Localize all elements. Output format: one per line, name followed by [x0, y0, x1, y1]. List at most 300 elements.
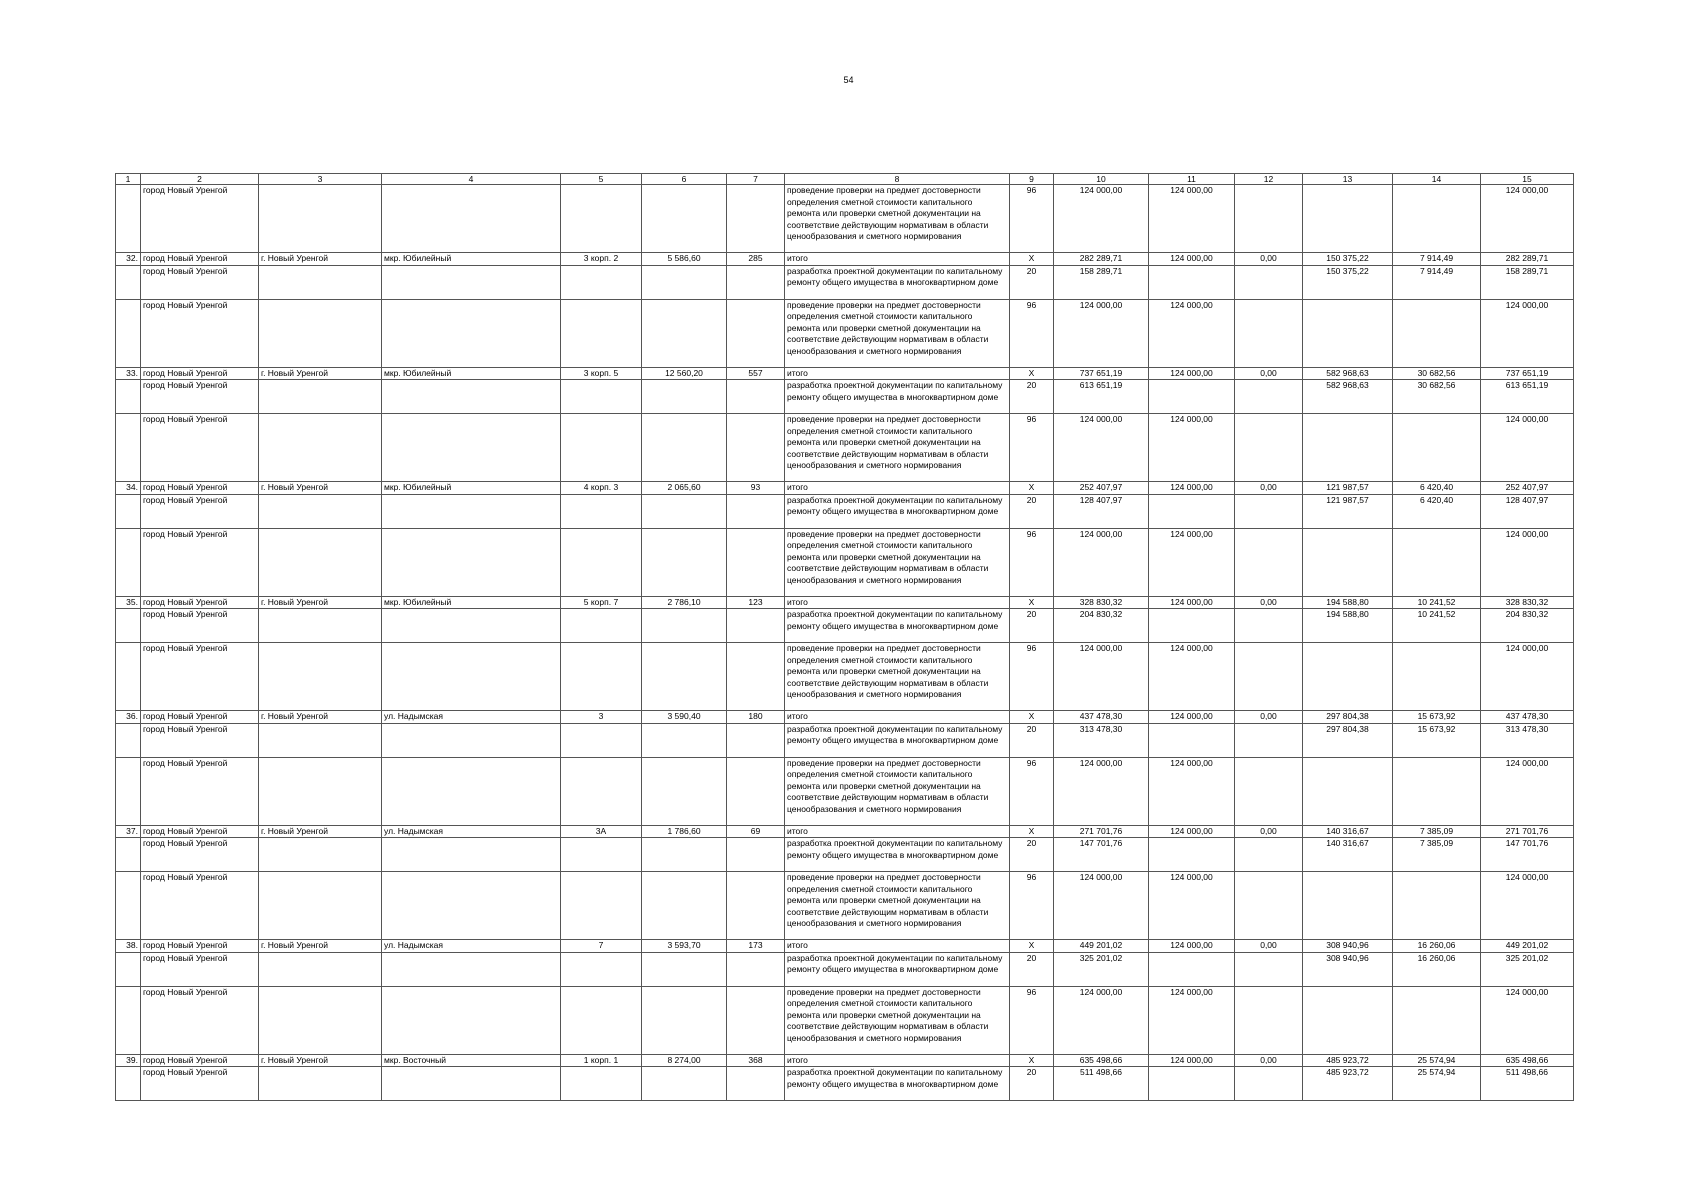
- cell-col-2: город Новый Уренгой: [141, 872, 259, 940]
- cell-col-5: 3: [561, 711, 642, 724]
- table-row-check: [116, 872, 1574, 940]
- cell-col-11: [1149, 609, 1235, 643]
- cell-col-1: [116, 265, 141, 299]
- cell-col-3: [259, 414, 382, 482]
- cell-col-11: 124 000,00: [1149, 482, 1235, 495]
- cell-col-3: [259, 299, 382, 367]
- cell-col-2: город Новый Уренгой: [141, 299, 259, 367]
- cell-col-3: [259, 723, 382, 757]
- column-header: 5: [561, 174, 642, 185]
- cell-col-12: [1235, 414, 1303, 482]
- cell-col-10: 252 407,97: [1054, 482, 1149, 495]
- cell-col-12: [1235, 1067, 1303, 1101]
- cell-col-5: [561, 528, 642, 596]
- cell-col-3: [259, 265, 382, 299]
- cell-col-7: [727, 609, 785, 643]
- cell-col-1: 38.: [116, 940, 141, 953]
- cell-col-5: [561, 757, 642, 825]
- cell-col-3: [259, 380, 382, 414]
- cell-col-12: [1235, 952, 1303, 986]
- cell-col-11: 124 000,00: [1149, 757, 1235, 825]
- table-row-check: [116, 757, 1574, 825]
- cell-col-11: 124 000,00: [1149, 528, 1235, 596]
- cell-col-15: 124 000,00: [1481, 185, 1574, 253]
- cell-col-14: [1393, 872, 1481, 940]
- cell-col-10: 158 289,71: [1054, 265, 1149, 299]
- cell-col-1: [116, 609, 141, 643]
- cell-col-5: [561, 1067, 642, 1101]
- cell-col-8: разработка проектной документации по капитальному ремонту общего имущества в многоквартирном доме: [785, 609, 1010, 643]
- cell-col-3: [259, 185, 382, 253]
- cell-col-4: [382, 986, 561, 1054]
- cell-col-14: 7 385,09: [1393, 838, 1481, 872]
- cell-col-13: 140 316,67: [1303, 825, 1393, 838]
- cell-col-3: [259, 952, 382, 986]
- cell-col-6: 3 590,40: [642, 711, 727, 724]
- cell-col-9: 96: [1010, 414, 1054, 482]
- cell-col-13: 582 968,63: [1303, 367, 1393, 380]
- cell-col-10: 271 701,76: [1054, 825, 1149, 838]
- cell-col-9: 20: [1010, 952, 1054, 986]
- cell-col-5: [561, 643, 642, 711]
- cell-col-2: город Новый Уренгой: [141, 1054, 259, 1067]
- cell-col-14: 16 260,06: [1393, 952, 1481, 986]
- cell-col-1: 35.: [116, 596, 141, 609]
- cell-col-5: 1 корп. 1: [561, 1054, 642, 1067]
- cell-col-10: 124 000,00: [1054, 872, 1149, 940]
- cell-col-6: [642, 1067, 727, 1101]
- cell-col-6: 8 274,00: [642, 1054, 727, 1067]
- cell-col-15: 204 830,32: [1481, 609, 1574, 643]
- cell-col-13: [1303, 299, 1393, 367]
- cell-col-9: 96: [1010, 872, 1054, 940]
- cell-col-5: [561, 952, 642, 986]
- cell-col-5: [561, 723, 642, 757]
- table-row-design: [116, 723, 1574, 757]
- column-header: 13: [1303, 174, 1393, 185]
- cell-col-1: 37.: [116, 825, 141, 838]
- cell-col-7: [727, 1067, 785, 1101]
- cell-col-9: 20: [1010, 723, 1054, 757]
- cell-col-2: город Новый Уренгой: [141, 253, 259, 266]
- cell-col-2: город Новый Уренгой: [141, 265, 259, 299]
- cell-col-11: 124 000,00: [1149, 185, 1235, 253]
- cell-col-14: 6 420,40: [1393, 494, 1481, 528]
- table-row-total: [116, 940, 1574, 953]
- cell-col-10: 511 498,66: [1054, 1067, 1149, 1101]
- cell-col-6: 2 786,10: [642, 596, 727, 609]
- cell-col-2: город Новый Уренгой: [141, 367, 259, 380]
- cell-col-11: 124 000,00: [1149, 940, 1235, 953]
- cell-col-3: г. Новый Уренгой: [259, 940, 382, 953]
- cell-col-12: 0,00: [1235, 482, 1303, 495]
- cell-col-12: [1235, 494, 1303, 528]
- cell-col-2: город Новый Уренгой: [141, 952, 259, 986]
- cell-col-1: 33.: [116, 367, 141, 380]
- cell-col-15: 328 830,32: [1481, 596, 1574, 609]
- cell-col-10: 204 830,32: [1054, 609, 1149, 643]
- cell-col-2: город Новый Уренгой: [141, 757, 259, 825]
- table-row-total: [116, 825, 1574, 838]
- cell-col-14: [1393, 528, 1481, 596]
- cell-col-5: [561, 265, 642, 299]
- cell-col-14: 7 385,09: [1393, 825, 1481, 838]
- cell-col-1: [116, 757, 141, 825]
- cell-col-9: 96: [1010, 299, 1054, 367]
- cell-col-8: итого: [785, 596, 1010, 609]
- cell-col-13: 308 940,96: [1303, 940, 1393, 953]
- cell-col-11: 124 000,00: [1149, 872, 1235, 940]
- cell-col-2: город Новый Уренгой: [141, 609, 259, 643]
- cell-col-13: 150 375,22: [1303, 265, 1393, 299]
- cell-col-15: 271 701,76: [1481, 825, 1574, 838]
- column-header: 2: [141, 174, 259, 185]
- table-row-design: [116, 609, 1574, 643]
- cell-col-9: 20: [1010, 265, 1054, 299]
- cell-col-13: [1303, 185, 1393, 253]
- cell-col-6: [642, 528, 727, 596]
- cell-col-9: 96: [1010, 528, 1054, 596]
- cell-col-7: [727, 757, 785, 825]
- cell-col-12: [1235, 609, 1303, 643]
- cell-col-11: 124 000,00: [1149, 825, 1235, 838]
- cell-col-13: 140 316,67: [1303, 838, 1393, 872]
- cell-col-14: 15 673,92: [1393, 711, 1481, 724]
- cell-col-6: [642, 380, 727, 414]
- cell-col-4: [382, 494, 561, 528]
- cell-col-8: итого: [785, 940, 1010, 953]
- cell-col-8: разработка проектной документации по капитальному ремонту общего имущества в многоквартирном доме: [785, 380, 1010, 414]
- cell-col-7: [727, 872, 785, 940]
- cell-col-6: [642, 952, 727, 986]
- cell-col-2: город Новый Уренгой: [141, 185, 259, 253]
- table-row-check: [116, 528, 1574, 596]
- cell-col-12: [1235, 299, 1303, 367]
- cell-col-1: [116, 986, 141, 1054]
- cell-col-10: 124 000,00: [1054, 528, 1149, 596]
- cell-col-10: 147 701,76: [1054, 838, 1149, 872]
- cell-col-12: [1235, 265, 1303, 299]
- cell-col-15: 124 000,00: [1481, 528, 1574, 596]
- cell-col-14: [1393, 414, 1481, 482]
- table-row-check: [116, 986, 1574, 1054]
- cell-col-5: [561, 986, 642, 1054]
- cell-col-12: [1235, 380, 1303, 414]
- cell-col-7: [727, 723, 785, 757]
- cell-col-7: 180: [727, 711, 785, 724]
- cell-col-11: [1149, 265, 1235, 299]
- cell-col-3: [259, 757, 382, 825]
- cell-col-10: 328 830,32: [1054, 596, 1149, 609]
- cell-col-14: 30 682,56: [1393, 380, 1481, 414]
- cell-col-12: 0,00: [1235, 940, 1303, 953]
- column-header: 3: [259, 174, 382, 185]
- cell-col-13: [1303, 528, 1393, 596]
- cell-col-6: [642, 986, 727, 1054]
- cell-col-8: итого: [785, 482, 1010, 495]
- cell-col-11: 124 000,00: [1149, 367, 1235, 380]
- cell-col-9: 96: [1010, 757, 1054, 825]
- cell-col-10: 635 498,66: [1054, 1054, 1149, 1067]
- cell-col-6: 12 560,20: [642, 367, 727, 380]
- cell-col-7: [727, 494, 785, 528]
- cell-col-9: X: [1010, 1054, 1054, 1067]
- cell-col-5: [561, 414, 642, 482]
- cell-col-11: 124 000,00: [1149, 643, 1235, 711]
- table-body: [116, 185, 1574, 1101]
- cell-col-5: [561, 838, 642, 872]
- cell-col-4: [382, 1067, 561, 1101]
- cell-col-13: 297 804,38: [1303, 711, 1393, 724]
- cell-col-2: город Новый Уренгой: [141, 838, 259, 872]
- cell-col-9: X: [1010, 367, 1054, 380]
- column-header: 4: [382, 174, 561, 185]
- cell-col-2: город Новый Уренгой: [141, 482, 259, 495]
- cell-col-11: 124 000,00: [1149, 253, 1235, 266]
- cell-col-15: 124 000,00: [1481, 299, 1574, 367]
- cell-col-11: [1149, 380, 1235, 414]
- cell-col-12: [1235, 643, 1303, 711]
- table-row-design: [116, 380, 1574, 414]
- cell-col-7: [727, 528, 785, 596]
- cell-col-8: проведение проверки на предмет достоверности определения сметной стоимости капитального ремонта или проверки сметной документации на соответствие действующим нормативам в области ценообразования и сметного нормирования: [785, 872, 1010, 940]
- column-header: 9: [1010, 174, 1054, 185]
- cell-col-8: разработка проектной документации по капитальному ремонту общего имущества в многоквартирном доме: [785, 838, 1010, 872]
- cell-col-15: 313 478,30: [1481, 723, 1574, 757]
- cell-col-15: 511 498,66: [1481, 1067, 1574, 1101]
- cell-col-8: проведение проверки на предмет достоверности определения сметной стоимости капитального ремонта или проверки сметной документации на соответствие действующим нормативам в области ценообразования и сметного нормирования: [785, 299, 1010, 367]
- cell-col-4: ул. Надымская: [382, 711, 561, 724]
- cell-col-15: 128 407,97: [1481, 494, 1574, 528]
- cell-col-13: 582 968,63: [1303, 380, 1393, 414]
- cell-col-14: [1393, 757, 1481, 825]
- column-number-row: [116, 174, 1574, 185]
- cell-col-14: [1393, 299, 1481, 367]
- table-row-total: [116, 367, 1574, 380]
- cell-col-6: 3 593,70: [642, 940, 727, 953]
- cell-col-6: 5 586,60: [642, 253, 727, 266]
- cell-col-8: итого: [785, 711, 1010, 724]
- cell-col-15: 124 000,00: [1481, 414, 1574, 482]
- cell-col-9: X: [1010, 711, 1054, 724]
- table-row-check: [116, 643, 1574, 711]
- cell-col-8: разработка проектной документации по капитальному ремонту общего имущества в многоквартирном доме: [785, 1067, 1010, 1101]
- cell-col-6: [642, 185, 727, 253]
- cell-col-10: 449 201,02: [1054, 940, 1149, 953]
- cell-col-15: 613 651,19: [1481, 380, 1574, 414]
- cell-col-2: город Новый Уренгой: [141, 414, 259, 482]
- cell-col-2: город Новый Уренгой: [141, 940, 259, 953]
- cell-col-9: 96: [1010, 185, 1054, 253]
- cell-col-7: 557: [727, 367, 785, 380]
- cell-col-7: 123: [727, 596, 785, 609]
- cell-col-6: [642, 494, 727, 528]
- cell-col-9: 20: [1010, 380, 1054, 414]
- cell-col-6: [642, 838, 727, 872]
- cell-col-10: 124 000,00: [1054, 757, 1149, 825]
- cell-col-8: проведение проверки на предмет достоверности определения сметной стоимости капитального ремонта или проверки сметной документации на соответствие действующим нормативам в области ценообразования и сметного нормирования: [785, 414, 1010, 482]
- cell-col-2: город Новый Уренгой: [141, 643, 259, 711]
- cell-col-7: [727, 838, 785, 872]
- cell-col-13: [1303, 414, 1393, 482]
- cell-col-11: [1149, 952, 1235, 986]
- cell-col-14: [1393, 986, 1481, 1054]
- cell-col-11: [1149, 723, 1235, 757]
- cell-col-13: 194 588,80: [1303, 596, 1393, 609]
- cell-col-10: 613 651,19: [1054, 380, 1149, 414]
- cell-col-1: [116, 494, 141, 528]
- cell-col-6: [642, 414, 727, 482]
- cell-col-2: город Новый Уренгой: [141, 380, 259, 414]
- cell-col-3: г. Новый Уренгой: [259, 1054, 382, 1067]
- cell-col-8: разработка проектной документации по капитальному ремонту общего имущества в многоквартирном доме: [785, 494, 1010, 528]
- cell-col-1: 32.: [116, 253, 141, 266]
- cell-col-7: [727, 265, 785, 299]
- cell-col-13: [1303, 643, 1393, 711]
- cell-col-14: 25 574,94: [1393, 1067, 1481, 1101]
- cell-col-5: 7: [561, 940, 642, 953]
- table-row-design: [116, 265, 1574, 299]
- cell-col-14: 7 914,49: [1393, 265, 1481, 299]
- cell-col-12: [1235, 723, 1303, 757]
- cell-col-1: [116, 380, 141, 414]
- cell-col-1: 39.: [116, 1054, 141, 1067]
- cell-col-12: [1235, 528, 1303, 596]
- cell-col-5: 3 корп. 2: [561, 253, 642, 266]
- cell-col-9: X: [1010, 596, 1054, 609]
- cell-col-3: г. Новый Уренгой: [259, 596, 382, 609]
- cell-col-6: 1 786,60: [642, 825, 727, 838]
- cell-col-10: 124 000,00: [1054, 986, 1149, 1054]
- cell-col-15: 325 201,02: [1481, 952, 1574, 986]
- cell-col-10: 313 478,30: [1054, 723, 1149, 757]
- cell-col-13: 297 804,38: [1303, 723, 1393, 757]
- cell-col-1: [116, 414, 141, 482]
- cell-col-4: [382, 872, 561, 940]
- cell-col-1: 34.: [116, 482, 141, 495]
- cell-col-4: [382, 185, 561, 253]
- cell-col-8: итого: [785, 825, 1010, 838]
- cell-col-3: г. Новый Уренгой: [259, 711, 382, 724]
- cell-col-11: 124 000,00: [1149, 596, 1235, 609]
- cell-col-14: 10 241,52: [1393, 596, 1481, 609]
- column-header: 7: [727, 174, 785, 185]
- cell-col-2: город Новый Уренгой: [141, 723, 259, 757]
- cell-col-6: [642, 723, 727, 757]
- table-row-total: [116, 711, 1574, 724]
- cell-col-7: 93: [727, 482, 785, 495]
- cell-col-8: проведение проверки на предмет достоверности определения сметной стоимости капитального ремонта или проверки сметной документации на соответствие действующим нормативам в области ценообразования и сметного нормирования: [785, 643, 1010, 711]
- cell-col-2: город Новый Уренгой: [141, 825, 259, 838]
- cell-col-11: [1149, 838, 1235, 872]
- cell-col-15: 124 000,00: [1481, 872, 1574, 940]
- cell-col-3: г. Новый Уренгой: [259, 367, 382, 380]
- cell-col-9: X: [1010, 253, 1054, 266]
- cell-col-5: 3А: [561, 825, 642, 838]
- table-row-total: [116, 482, 1574, 495]
- table-row-check: [116, 414, 1574, 482]
- cell-col-1: [116, 872, 141, 940]
- cell-col-14: 15 673,92: [1393, 723, 1481, 757]
- cell-col-11: [1149, 494, 1235, 528]
- cell-col-12: 0,00: [1235, 711, 1303, 724]
- cell-col-3: [259, 643, 382, 711]
- cell-col-8: разработка проектной документации по капитальному ремонту общего имущества в многоквартирном доме: [785, 265, 1010, 299]
- cell-col-12: [1235, 986, 1303, 1054]
- cell-col-13: 121 987,57: [1303, 482, 1393, 495]
- cell-col-4: мкр. Юбилейный: [382, 596, 561, 609]
- cell-col-5: [561, 185, 642, 253]
- cell-col-10: 124 000,00: [1054, 643, 1149, 711]
- cell-col-3: [259, 872, 382, 940]
- cell-col-15: 737 651,19: [1481, 367, 1574, 380]
- cell-col-5: 5 корп. 7: [561, 596, 642, 609]
- cell-col-11: 124 000,00: [1149, 711, 1235, 724]
- cell-col-12: [1235, 838, 1303, 872]
- cell-col-13: 194 588,80: [1303, 609, 1393, 643]
- cell-col-9: X: [1010, 482, 1054, 495]
- cell-col-3: [259, 1067, 382, 1101]
- cell-col-1: [116, 1067, 141, 1101]
- cell-col-4: [382, 643, 561, 711]
- table-row-design: [116, 952, 1574, 986]
- cell-col-14: 6 420,40: [1393, 482, 1481, 495]
- cell-col-4: [382, 414, 561, 482]
- table-row-check: [116, 299, 1574, 367]
- cell-col-8: разработка проектной документации по капитальному ремонту общего имущества в многоквартирном доме: [785, 723, 1010, 757]
- cell-col-6: [642, 757, 727, 825]
- cell-col-6: [642, 609, 727, 643]
- cell-col-10: 124 000,00: [1054, 299, 1149, 367]
- cell-col-9: 96: [1010, 986, 1054, 1054]
- cell-col-7: 285: [727, 253, 785, 266]
- cell-col-5: 4 корп. 3: [561, 482, 642, 495]
- cell-col-2: город Новый Уренгой: [141, 494, 259, 528]
- cell-col-5: [561, 299, 642, 367]
- cell-col-3: г. Новый Уренгой: [259, 825, 382, 838]
- cell-col-4: [382, 757, 561, 825]
- cell-col-15: 124 000,00: [1481, 757, 1574, 825]
- cell-col-8: проведение проверки на предмет достоверности определения сметной стоимости капитального ремонта или проверки сметной документации на соответствие действующим нормативам в области ценообразования и сметного нормирования: [785, 528, 1010, 596]
- cell-col-7: 69: [727, 825, 785, 838]
- cell-col-4: [382, 952, 561, 986]
- cell-col-10: 124 000,00: [1054, 414, 1149, 482]
- cell-col-6: 2 065,60: [642, 482, 727, 495]
- cell-col-3: г. Новый Уренгой: [259, 253, 382, 266]
- column-header: 10: [1054, 174, 1149, 185]
- cell-col-11: 124 000,00: [1149, 299, 1235, 367]
- cell-col-8: разработка проектной документации по капитальному ремонту общего имущества в многоквартирном доме: [785, 952, 1010, 986]
- cell-col-10: 128 407,97: [1054, 494, 1149, 528]
- cell-col-1: [116, 723, 141, 757]
- cell-col-13: 485 923,72: [1303, 1054, 1393, 1067]
- cell-col-4: [382, 265, 561, 299]
- cell-col-12: 0,00: [1235, 253, 1303, 266]
- cell-col-7: [727, 952, 785, 986]
- cell-col-3: г. Новый Уренгой: [259, 482, 382, 495]
- cell-col-15: 158 289,71: [1481, 265, 1574, 299]
- cell-col-2: город Новый Уренгой: [141, 986, 259, 1054]
- cell-col-9: 96: [1010, 643, 1054, 711]
- cell-col-4: [382, 528, 561, 596]
- cell-col-5: [561, 609, 642, 643]
- page-number: 54: [843, 75, 854, 85]
- cell-col-12: [1235, 185, 1303, 253]
- cell-col-9: 20: [1010, 494, 1054, 528]
- cell-col-13: [1303, 986, 1393, 1054]
- cell-col-6: [642, 643, 727, 711]
- cell-col-2: город Новый Уренгой: [141, 711, 259, 724]
